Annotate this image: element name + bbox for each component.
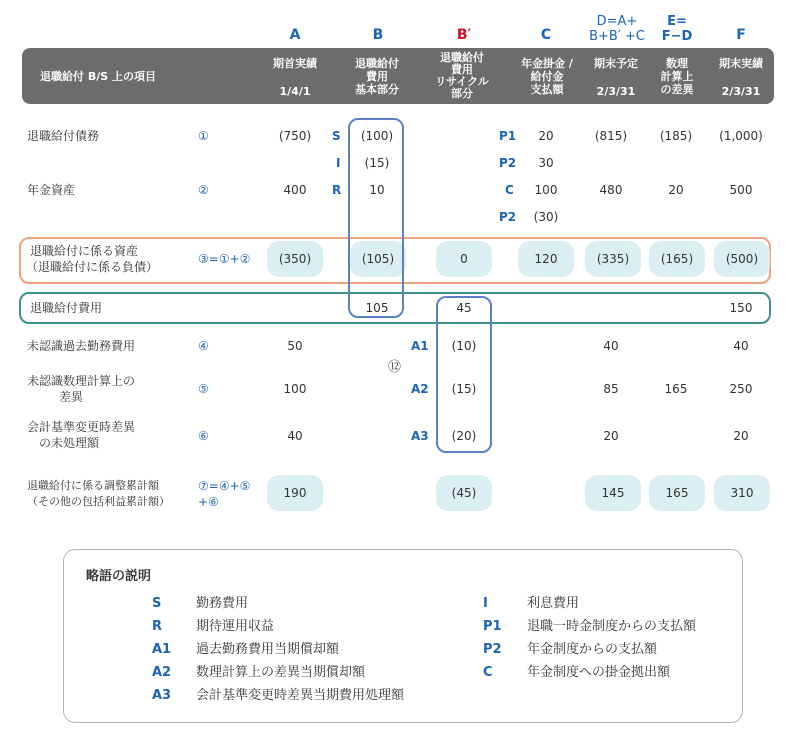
legend-desc-a1: 過去勤務費用当期償却額	[196, 642, 340, 657]
r3-bp: 0	[460, 252, 468, 266]
header-col-f-l2: 2/3/31	[721, 85, 761, 98]
r1-d: (815)	[594, 129, 628, 143]
r2-a: 400	[283, 183, 307, 197]
header-col-f-l1: 期末実績	[719, 57, 763, 70]
r8-a: 190	[283, 486, 307, 500]
r3-a: (350)	[278, 252, 312, 266]
row-label-transition-l2: の未処理額	[39, 436, 100, 450]
row-label-transition	[27, 419, 135, 451]
header-col-e-l1: 数理	[666, 57, 688, 70]
formula-7-l1: ⑦=④+⑤	[198, 479, 251, 493]
row-label-past-service: 未認識過去勤務費用	[27, 339, 136, 353]
header-item-label: 退職給付 B/S 上の項目	[40, 70, 156, 83]
column-letter-d-line2: B+B′ +C	[589, 29, 645, 44]
legend-abbr-c: C	[483, 665, 493, 680]
tag-a3: A3	[411, 429, 429, 443]
header-col-c	[512, 57, 582, 96]
r1-b: (100)	[360, 129, 394, 143]
tag-a1: A1	[411, 339, 429, 353]
r1b-b: (15)	[364, 156, 390, 170]
header-col-bp-l1: 退職給付	[440, 51, 484, 64]
legend-desc-p2: 年金制度からの支払額	[527, 642, 658, 657]
r8-f: 310	[730, 486, 754, 500]
header-col-d-l1: 期末予定	[594, 57, 638, 70]
row-label-actuarial-l2: 差異	[59, 390, 84, 404]
legend-desc-p1: 退職一時金制度からの支払額	[527, 619, 697, 634]
legend-desc-a3: 会計基準変更時差異当期費用処理額	[196, 688, 405, 703]
r1-f: (1,000)	[719, 129, 763, 143]
r1-a: (750)	[278, 129, 312, 143]
r5-d: 40	[603, 339, 619, 353]
legend-abbr-p1: P1	[483, 619, 502, 634]
r6-e: 165	[664, 382, 688, 396]
legend-desc-a2: 数理計算上の差異当期償却額	[196, 665, 366, 680]
legend-abbr-a3: A3	[152, 688, 172, 703]
r7-d: 20	[603, 429, 619, 443]
row-label-expense: 退職給付費用	[30, 301, 103, 315]
r2-c: 100	[534, 183, 558, 197]
r7-bp: (20)	[451, 429, 477, 443]
column-letter-c: C	[540, 27, 552, 43]
r2-e: 20	[668, 183, 684, 197]
formula-3: ③=①+②	[198, 252, 251, 266]
formula-4: ④	[198, 339, 209, 353]
header-col-c-l2: 給付金	[530, 70, 564, 83]
r3-f: (500)	[725, 252, 759, 266]
tag-s: S	[332, 129, 341, 143]
row-label-plan-assets: 年金資産	[27, 183, 76, 197]
formula-1: ①	[198, 129, 209, 143]
column-letter-e-line2: F−D	[661, 29, 693, 44]
column-letter-e	[647, 14, 707, 44]
r1b-c: 30	[538, 156, 554, 170]
row-label-net-asset-l2: （退職給付に係る負債）	[26, 260, 159, 274]
legend-abbr-i: I	[483, 596, 488, 611]
header-col-e-l3: の差異	[660, 83, 694, 96]
header-col-d-l2: 2/3/31	[596, 85, 636, 98]
r6-bp: (15)	[451, 382, 477, 396]
column-letter-a: A	[289, 27, 301, 43]
r8-e: 165	[665, 486, 689, 500]
tag-a2: A2	[411, 382, 429, 396]
header-col-b-prime	[428, 52, 496, 100]
legend-abbr-p2: P2	[483, 642, 502, 657]
r6-f: 250	[729, 382, 753, 396]
legend-abbr-a2: A2	[152, 665, 172, 680]
header-col-a-l1: 期首実績	[273, 57, 317, 70]
header-col-e	[647, 57, 707, 96]
tag-r: R	[332, 183, 342, 197]
tag-c: C	[505, 183, 514, 197]
r3-b: (105)	[361, 252, 395, 266]
r5-f: 40	[733, 339, 749, 353]
header-col-bp-l2: 費用	[451, 63, 473, 76]
r5-a: 50	[287, 339, 303, 353]
r3-d: (335)	[596, 252, 630, 266]
header-col-d	[583, 57, 649, 98]
header-col-b-l3: 基本部分	[355, 83, 399, 96]
row-label-net-asset-l1: 退職給付に係る資産	[30, 244, 139, 258]
header-col-b-l2: 費用	[366, 70, 388, 83]
r7-a: 40	[287, 429, 303, 443]
column-letter-e-line1: E=	[667, 14, 687, 29]
header-col-b	[344, 57, 410, 96]
r2-b: 10	[369, 183, 385, 197]
row-label-net-asset	[26, 243, 159, 275]
legend-abbr-a1: A1	[152, 642, 172, 657]
r2b-c: (30)	[533, 210, 559, 224]
row-label-actuarial-l1: 未認識数理計算上の	[27, 374, 136, 388]
r6-a: 100	[283, 382, 307, 396]
column-letter-d	[577, 14, 657, 44]
tag-p2: P2	[499, 156, 517, 170]
header-col-c-l1: 年金掛金 /	[521, 57, 573, 70]
tag-p2-b: P2	[499, 210, 517, 224]
r8-d: 145	[601, 486, 625, 500]
legend-abbr-r: R	[152, 619, 163, 634]
row-label-obligation: 退職給付債務	[27, 129, 100, 143]
row-label-adjustment	[27, 478, 170, 510]
r4-b: 105	[365, 301, 389, 315]
tag-p1: P1	[499, 129, 517, 143]
legend-title: 略語の説明	[86, 569, 152, 584]
header-col-f	[710, 57, 772, 98]
formula-7-l2: +⑥	[198, 495, 219, 509]
column-letter-f: F	[736, 27, 746, 43]
formula-7	[198, 478, 250, 510]
column-letter-b: B	[372, 27, 384, 43]
header-col-bp-l3: リサイクル	[435, 75, 489, 88]
formula-2: ②	[198, 183, 209, 197]
r1-e: (185)	[659, 129, 693, 143]
header-col-a-l2: 1/4/1	[279, 85, 311, 98]
r1-c: 20	[538, 129, 554, 143]
row-label-adjustment-l2: （その他の包括利益累計額）	[27, 495, 170, 508]
column-letter-d-line1: D=A+	[596, 14, 638, 29]
r8-bp: (45)	[451, 486, 477, 500]
header-col-b-l1: 退職給付	[355, 57, 399, 70]
r4-f: 150	[729, 301, 753, 315]
legend-desc-i: 利息費用	[527, 596, 580, 611]
header-col-c-l3: 支払額	[530, 83, 564, 96]
row-label-actuarial	[27, 373, 135, 405]
r6-d: 85	[603, 382, 619, 396]
tag-i: I	[336, 156, 341, 170]
row-label-adjustment-l1: 退職給付に係る調整累計額	[27, 479, 159, 492]
highlight-column-b	[348, 118, 404, 318]
r3-e: (165)	[660, 252, 694, 266]
formula-6: ⑥	[198, 429, 209, 443]
r7-f: 20	[733, 429, 749, 443]
column-letter-b-prime: B′	[456, 27, 472, 43]
r4-bp: 45	[456, 301, 472, 315]
r5-bp: (10)	[451, 339, 477, 353]
r2-f: 500	[729, 183, 753, 197]
r3-c: 120	[534, 252, 558, 266]
header-col-bp-l4: 部分	[451, 87, 473, 100]
marker-12: ⑫	[388, 360, 402, 375]
legend-desc-r: 期待運用収益	[196, 619, 275, 634]
legend-desc-c: 年金制度への掛金拠出額	[527, 665, 671, 680]
r2-d: 480	[599, 183, 623, 197]
header-col-e-l2: 計算上	[660, 70, 694, 83]
legend-abbr-s: S	[152, 596, 162, 611]
row-label-transition-l1: 会計基準変更時差異	[27, 420, 136, 434]
header-col-a	[262, 57, 328, 98]
legend-desc-s: 勤務費用	[196, 596, 249, 611]
formula-5: ⑤	[198, 382, 209, 396]
